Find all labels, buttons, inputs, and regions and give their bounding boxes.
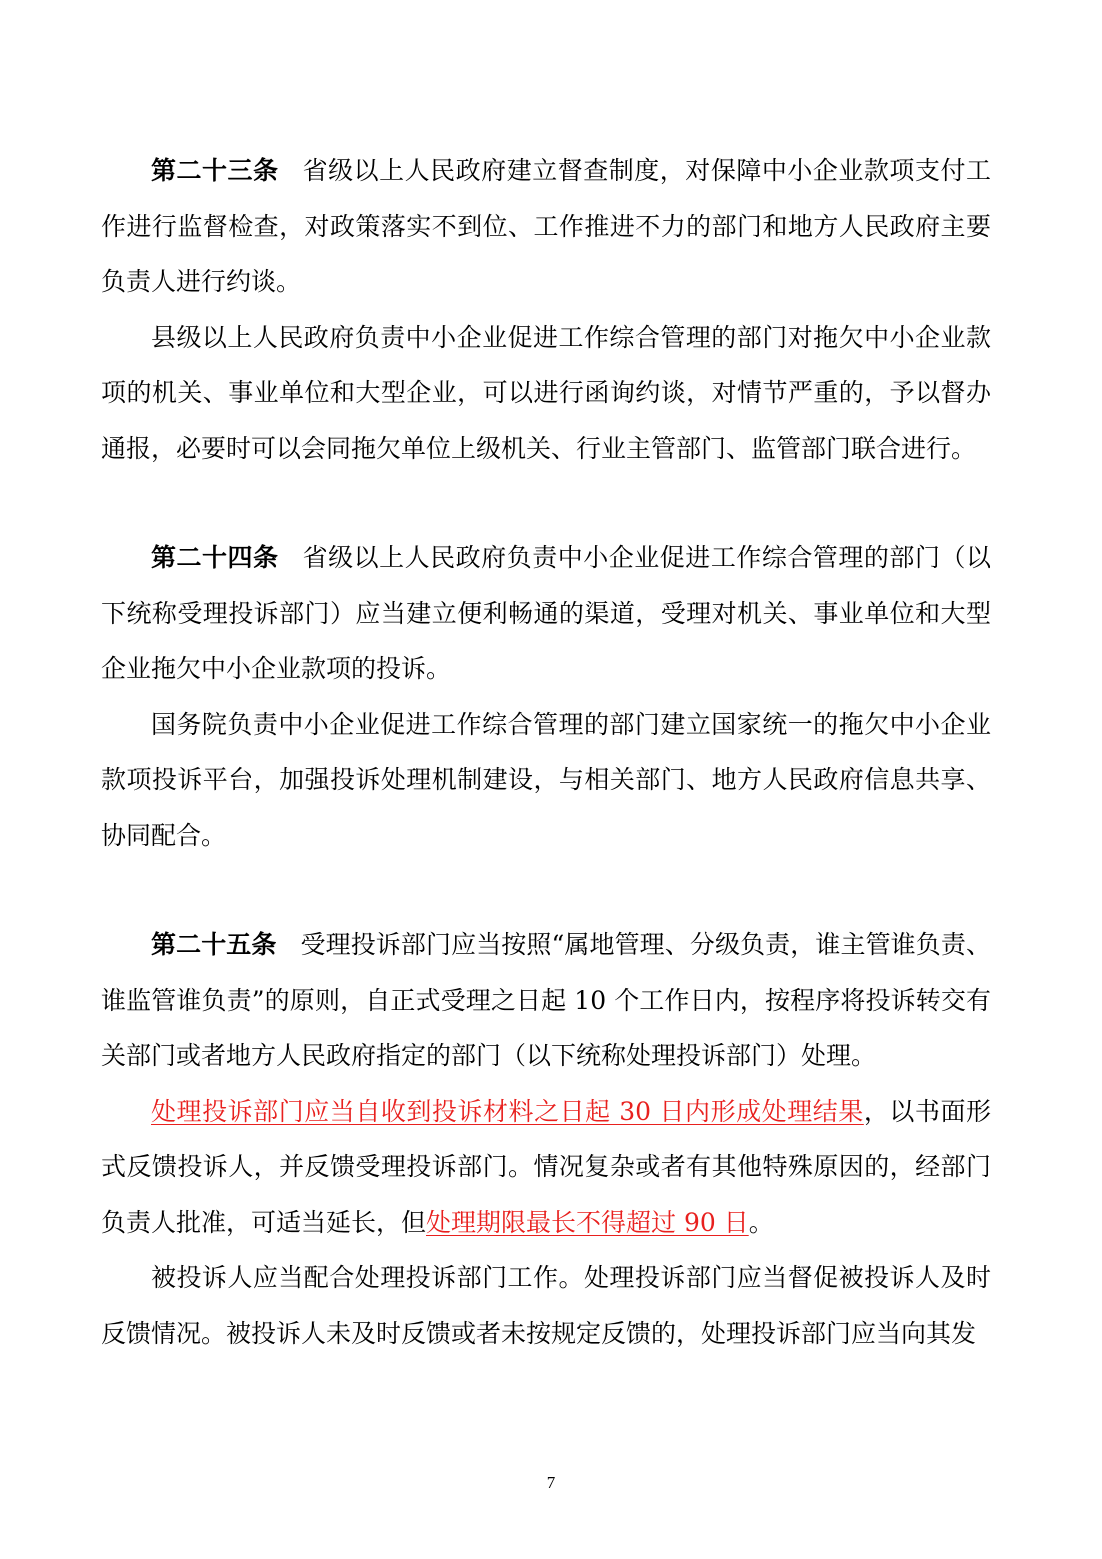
article-23 — [101, 143, 991, 476]
article-paragraph — [101, 143, 991, 310]
page-number: 7 — [546, 1473, 556, 1492]
article-title: 第二十五条 — [151, 930, 277, 959]
article-separator — [101, 863, 991, 917]
highlighted-text: 处理投诉部门应当自收到投诉材料之日起 30 日内形成处理结果 — [151, 1096, 864, 1126]
article-separator — [101, 476, 991, 530]
article-24 — [101, 530, 991, 863]
paragraph-text: 省级以上人民政府负责中小企业促进工作综合管理的部门（以下统称受理投诉部门）应当建立便利畅通的渠道，受理对机关、事业单位和大型企业拖欠中小企业款项的投诉。 — [101, 543, 991, 683]
article-25 — [101, 917, 991, 1361]
article-title: 第二十三条 — [151, 156, 279, 185]
paragraph-text: 省级以上人民政府建立督查制度，对保障中小企业款项支付工作进行监督检查，对政策落实不到位、工作推进不力的部门和地方人民政府主要负责人进行约谈。 — [101, 156, 991, 296]
paragraph-text: ，以书面形式反馈投诉人，并反馈受理投诉部门。情况复杂或者有其他特殊原因的，经部门负责人批准，可适当延长，但 — [101, 1096, 991, 1237]
article-paragraph — [101, 530, 991, 697]
document-body — [101, 143, 991, 1361]
article-paragraph — [101, 1084, 991, 1251]
paragraph-text: 被投诉人应当配合处理投诉部门工作。处理投诉部门应当督促被投诉人及时反馈情况。被投诉人未及时反馈或者未按规定反馈的，处理投诉部门应当向其发 — [101, 1263, 991, 1348]
paragraph-text: 县级以上人民政府负责中小企业促进工作综合管理的部门对拖欠中小企业款项的机关、事业单位和大型企业，可以进行函询约谈，对情节严重的，予以督办通报，必要时可以会同拖欠单位上级机关、行业主管部门、监管部门联合进行。 — [101, 322, 991, 463]
article-paragraph — [101, 917, 991, 1084]
article-paragraph — [101, 310, 991, 477]
article-title: 第二十四条 — [151, 543, 279, 572]
paragraph-text: 受理投诉部门应当按照“属地管理、分级负责，谁主管谁负责、谁监管谁负责”的原则，自正式受理之日起 10 个工作日内，按程序将投诉转交有关部门或者地方人民政府指定的部门（以下统称处理投诉部门）处理。 — [101, 930, 991, 1070]
paragraph-text: 。 — [748, 1207, 774, 1237]
article-paragraph — [101, 1250, 991, 1361]
article-paragraph — [101, 697, 991, 864]
highlighted-text: 处理期限最长不得超过 90 日 — [426, 1207, 749, 1237]
paragraph-text: 国务院负责中小企业促进工作综合管理的部门建立国家统一的拖欠中小企业款项投诉平台，加强投诉处理机制建设，与相关部门、地方人民政府信息共享、协同配合。 — [101, 709, 991, 850]
